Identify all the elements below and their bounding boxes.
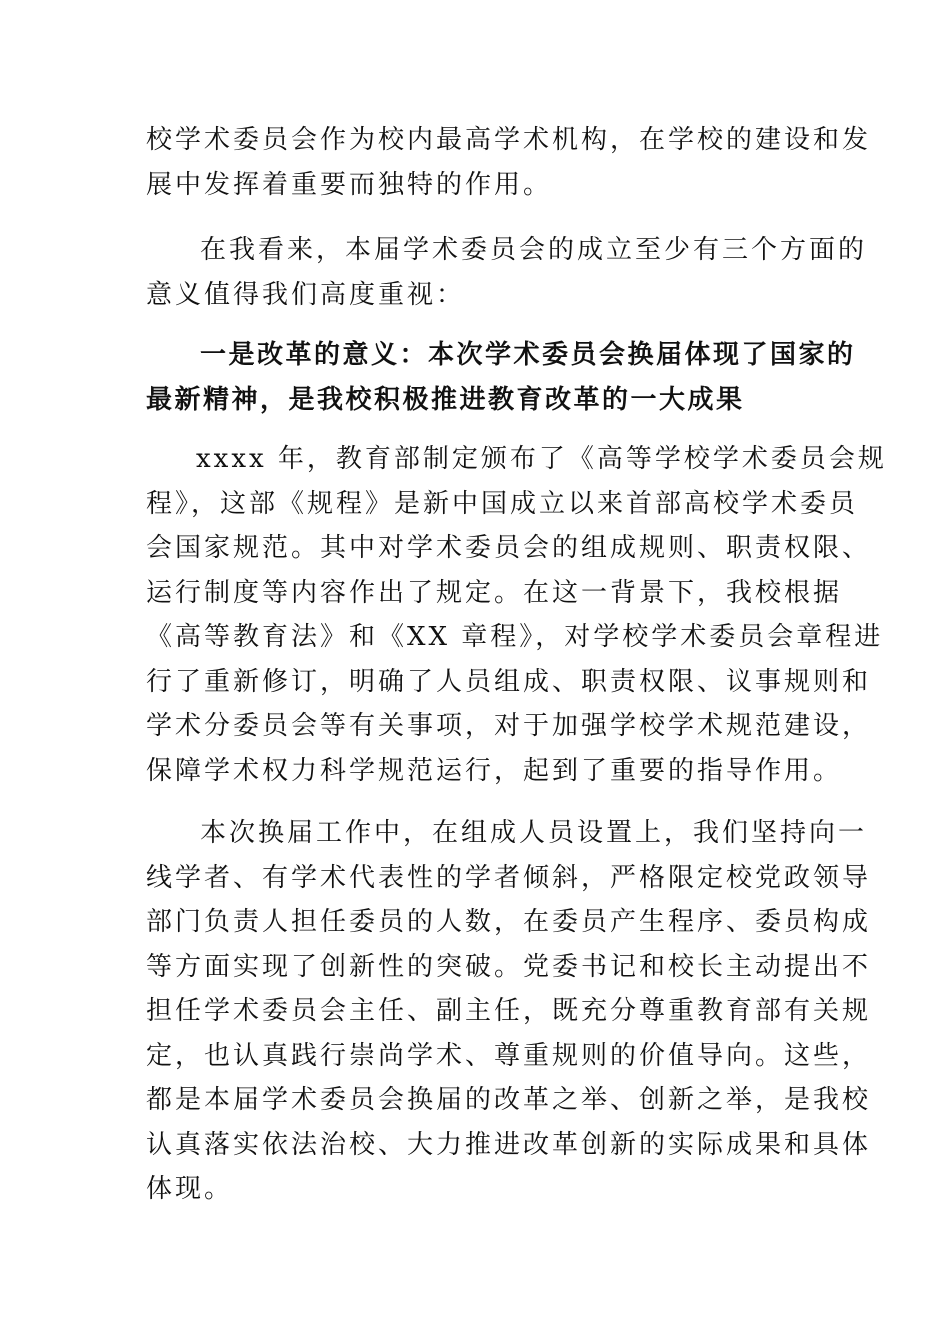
text-line: xxxx 年，教育部制定颁布了《高等学校学术委员会规: [196, 444, 887, 474]
text-line: 展中发挥着重要而独特的作用。: [146, 169, 553, 200]
paragraph-election-reform: [146, 811, 872, 1212]
text-line: 等方面实现了创新性的突破。党委书记和校长主动提出不: [146, 951, 872, 982]
text-line: 最新精神，是我校积极推进教育改革的一大成果: [146, 384, 745, 415]
text-line: 担任学术委员会主任、副主任，既充分尊重教育部有关规: [146, 996, 872, 1026]
paragraph-intro-continuation: [146, 118, 872, 207]
paragraph-three-aspects: [146, 228, 868, 317]
section-heading-reform: [146, 333, 856, 422]
text-line: 本次换届工作中，在组成人员设置上，我们坚持向一: [200, 818, 868, 848]
text-line: 行了重新修订，明确了人员组成、职责权限、议事规则和: [146, 666, 872, 697]
text-line: 认真落实依法治校、大力推进改革创新的实际成果和具体: [146, 1129, 872, 1160]
text-line: 意义值得我们高度重视：: [146, 279, 466, 310]
paragraph-regulations: [146, 437, 887, 793]
text-line: 运行制度等内容作出了规定。在这一背景下，我校根据: [146, 577, 843, 608]
text-line: 部门负责人担任委员的人数，在委员产生程序、委员构成: [146, 907, 872, 937]
text-line: 定，也认真践行崇尚学术、尊重规则的价值导向。这些，: [146, 1040, 872, 1071]
text-line: 校学术委员会作为校内最高学术机构，在学校的建设和发: [146, 125, 872, 155]
text-line: 学术分委员会等有关事项，对于加强学校学术规范建设，: [146, 711, 872, 741]
text-line: 保障学术权力科学规范运行，起到了重要的指导作用。: [146, 755, 843, 786]
text-line: 程》，这部《规程》是新中国成立以来首部高校学术委员: [146, 488, 859, 519]
text-line: 《高等教育法》和《XX 章程》，对学校学术委员会章程进: [146, 622, 884, 652]
text-line: 线学者、有学术代表性的学者倾斜，严格限定校党政领导: [146, 862, 872, 893]
text-line: 在我看来，本届学术委员会的成立至少有三个方面的: [200, 235, 868, 265]
text-line: 一是改革的意义：本次学术委员会换届体现了国家的: [200, 340, 856, 370]
text-line: 体现。: [146, 1174, 234, 1204]
text-line: 都是本届学术委员会换届的改革之举、创新之举，是我校: [146, 1085, 872, 1115]
text-line: 会国家规范。其中对学术委员会的组成规则、职责权限、: [146, 533, 872, 563]
